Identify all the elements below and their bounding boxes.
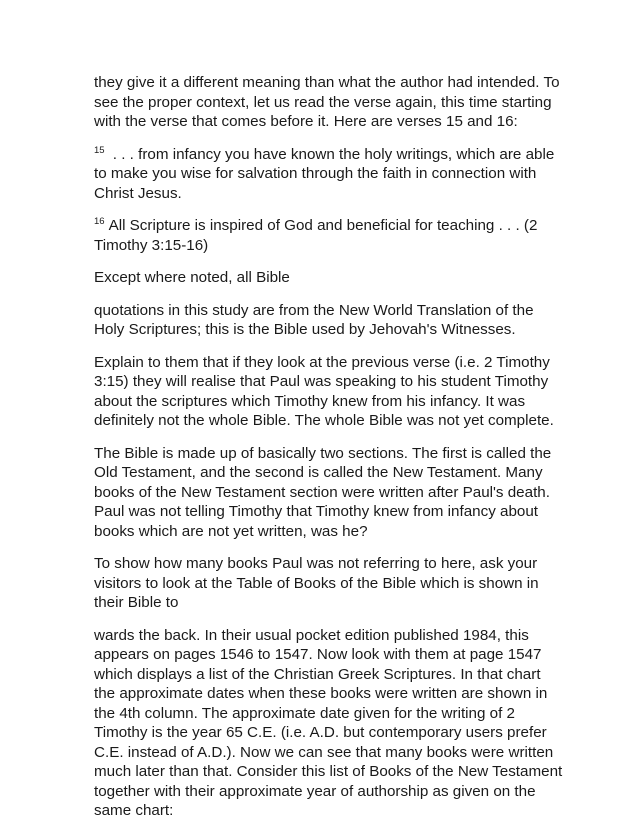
paragraph-pocket-edition: wards the back. In their usual pocket edition published 1984, this appears on pages 1546 to 1547. Now look with them at page 1547 which displays a list of the Christian Greek Scriptures. In that chart the approximate dates when these books were written are shown in the 4th column. The approximate date given for the writing of 2 Timothy is the year 65 C.E. (i.e. A.D. but contemporary users prefer C.E. instead of A.D.). Now we can see that many books were written much later than that. Consider this list of Books of the New Testament together with their approximate year of authorship as given on the same chart: <box>94 626 563 819</box>
paragraph-bible-note-start: Except where noted, all Bible <box>94 269 290 286</box>
verse-number-16: 16 <box>94 216 105 227</box>
verse-16-quote <box>94 216 564 255</box>
paragraph-bible-sections: The Bible is made up of basically two sections. The first is called the Old Testament, and the second is called the New Testament. Many books of the New Testament section were written after Paul's death. Paul was not telling Timothy that Timothy knew from infancy about books which are not yet written, was he? <box>94 444 552 540</box>
verse-15-quote <box>94 145 564 204</box>
verse-15-text: . . . from infancy you have known the holy writings, which are able to make you wise for salvation through the faith in connection with Christ Jesus. <box>94 145 555 202</box>
paragraph-context-intro: they give it a different meaning than what the author had intended. To see the proper context, let us read the verse again, this time starting with the verse that comes before it. Here are verses 15 and 16: <box>94 74 560 130</box>
paragraph-table-of-books: To show how many books Paul was not referring to here, ask your visitors to look at the Table of Books of the Bible which is shown in their Bible to <box>94 555 539 611</box>
document-page <box>94 73 564 834</box>
verse-16-text: All Scripture is inspired of God and beneficial for teaching . . . (2 Timothy 3:15-16) <box>94 217 538 254</box>
paragraph-bible-note-continued: quotations in this study are from the New World Translation of the Holy Scriptures; this is the Bible used by Jehovah's Witnesses. <box>94 301 534 338</box>
paragraph-previous-verse: Explain to them that if they look at the previous verse (i.e. 2 Timothy 3:15) they will realise that Paul was speaking to his student Timothy about the scriptures which Timothy knew from his infancy. It was definitely not the whole Bible. The whole Bible was not yet complete. <box>94 353 554 429</box>
verse-number-15: 15 <box>94 144 105 156</box>
